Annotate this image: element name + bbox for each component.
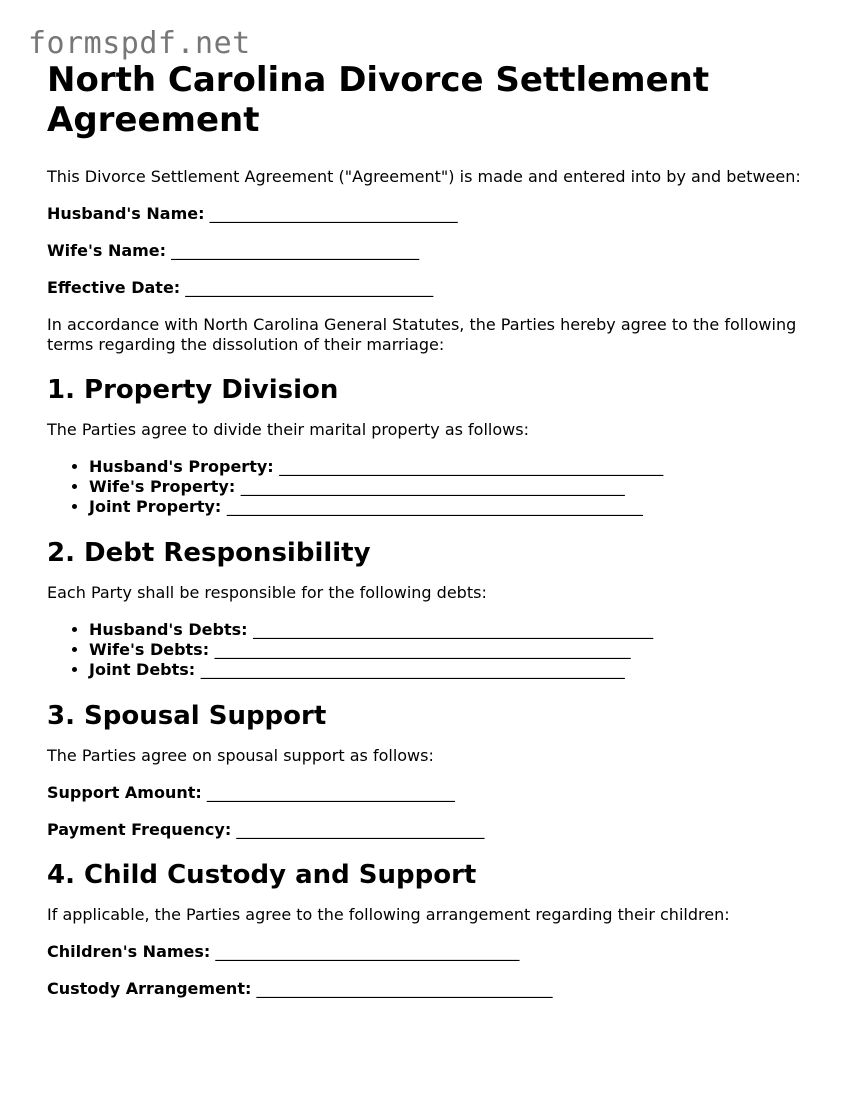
husband-name-field <box>47 204 807 224</box>
payment-frequency-field <box>47 820 807 840</box>
field-label: Support Amount: <box>47 783 202 802</box>
list-item: • Husband's Debts: __________________________________________________ <box>89 620 807 640</box>
field-blank: ______________________________________ <box>215 942 520 961</box>
section-text-debt: Each Party shall be responsible for the following debts: <box>47 583 487 602</box>
field-label: Payment Frequency: <box>47 820 232 839</box>
field-blank: _______________________________ <box>171 241 420 260</box>
support-amount-field <box>47 783 807 803</box>
custody-arrangement-field <box>47 979 807 999</box>
field-label: Custody Arrangement: <box>47 979 252 998</box>
section-heading-child: 4. Child Custody and Support <box>47 860 477 890</box>
field-blank: _______________________________ <box>185 278 434 297</box>
debt-list <box>47 620 807 680</box>
intro-paragraph: This Divorce Settlement Agreement ("Agreement") is made and entered into by and between: <box>47 167 801 186</box>
section-heading-spousal: 3. Spousal Support <box>47 701 327 731</box>
field-label: Effective Date: <box>47 278 181 297</box>
field-label: Children's Names: <box>47 942 211 961</box>
wife-name-field <box>47 241 807 261</box>
accordance-paragraph: In accordance with North Carolina General Statutes, the Parties hereby agree to the following terms regarding the dissolution of their marriage: <box>47 315 797 354</box>
field-blank: _______________________________ <box>206 783 455 802</box>
section-text-child: If applicable, the Parties agree to the following arrangement regarding their children: <box>47 905 730 924</box>
watermark: formspdf.net <box>28 26 251 61</box>
field-label: Husband's Name: <box>47 204 205 223</box>
list-item: • Joint Debts: _____________________________________________________ <box>89 660 807 680</box>
field-blank: _____________________________________ <box>256 979 553 998</box>
list-item: • Joint Property: ____________________________________________________ <box>89 497 807 517</box>
section-heading-property: 1. Property Division <box>47 375 339 405</box>
document-title: North Carolina Divorce Settlement Agreement <box>47 60 710 140</box>
section-text-property: The Parties agree to divide their marital property as follows: <box>47 420 529 439</box>
list-item: • Wife's Property: ________________________________________________ <box>89 477 807 497</box>
list-item: • Wife's Debts: ____________________________________________________ <box>89 640 807 660</box>
list-item: • Husband's Property: ________________________________________________ <box>89 457 807 477</box>
field-label: Wife's Name: <box>47 241 167 260</box>
effective-date-field <box>47 278 807 298</box>
section-heading-debt: 2. Debt Responsibility <box>47 538 371 568</box>
children-names-field <box>47 942 807 962</box>
field-blank: _______________________________ <box>209 204 458 223</box>
document-page <box>47 58 807 999</box>
field-blank: _______________________________ <box>236 820 485 839</box>
section-text-spousal: The Parties agree on spousal support as follows: <box>47 746 434 765</box>
property-list <box>47 457 807 517</box>
